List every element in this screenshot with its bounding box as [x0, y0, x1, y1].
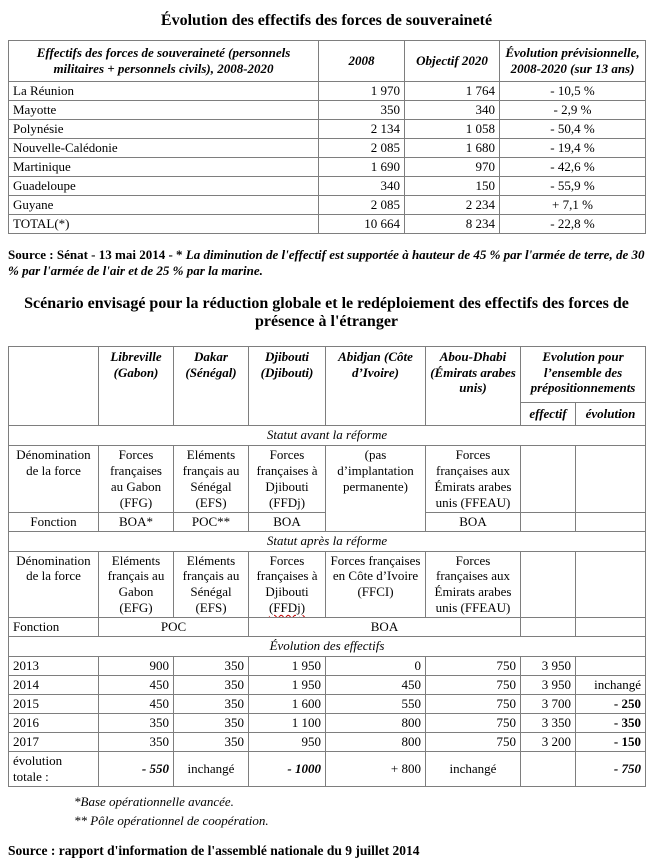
t2-avant-fonction-djibouti: BOA: [249, 512, 326, 531]
t2-val-evolution: - 150: [576, 732, 646, 751]
t2-year-row: [9, 675, 646, 694]
t2-val-gabon: 450: [99, 675, 174, 694]
t2-apres-abidjan: Forces françaises en Côte d’Ivoire (FFCI): [326, 551, 426, 617]
t1-territory: Mayotte: [9, 101, 319, 120]
t2-val-djibouti: 1 950: [249, 675, 326, 694]
t1-value-2020: 2 234: [405, 196, 500, 215]
table-row: [9, 196, 646, 215]
t1-value-2008: 340: [319, 177, 405, 196]
t2-val-evolution: - 350: [576, 713, 646, 732]
t1-header-2008: 2008: [319, 41, 405, 82]
t2-subheader-evolution: évolution: [576, 403, 646, 426]
redeployment-table: [8, 346, 646, 786]
t2-val-gabon: 350: [99, 732, 174, 751]
t1-value-2008: 2 134: [319, 120, 405, 139]
t2-val-emirats: 750: [426, 732, 521, 751]
t2-band-label: Statut après la réforme: [9, 531, 646, 551]
t1-value-2020: 1 764: [405, 82, 500, 101]
t2-val-abidjan: 800: [326, 713, 426, 732]
t2-header-row: [9, 347, 646, 403]
t1-header-effectifs: Effectifs des forces de souveraineté (personnels militaires + personnels civils), 2008-2020: [9, 41, 319, 82]
sovereignty-forces-table: [8, 40, 646, 234]
t2-val-djibouti: 950: [249, 732, 326, 751]
t1-value-2008: 10 664: [319, 215, 405, 234]
t2-apres-djibouti-acronym: (FFDj): [268, 600, 306, 616]
t2-row-label-fonction: Fonction: [9, 512, 99, 531]
t1-evolution: - 55,9 %: [500, 177, 646, 196]
t2-year: 2013: [9, 656, 99, 675]
t2-val-effectif: 3 700: [521, 694, 576, 713]
t2-val-senegal: 350: [174, 713, 249, 732]
source-assemblee: Source : rapport d'information de l'assemblé nationale du 9 juillet 2014: [8, 842, 420, 858]
t2-avant-fonction-effectif-empty: [521, 512, 576, 531]
t1-territory: Nouvelle-Calédonie: [9, 139, 319, 158]
t2-val-abidjan: 450: [326, 675, 426, 694]
t1-evolution: - 22,8 %: [500, 215, 646, 234]
t1-value-2008: 1 690: [319, 158, 405, 177]
t2-header-abidjan: Abidjan (Côte d’Ivoire): [326, 347, 426, 426]
t1-header-evolution: Évolution prévisionnelle, 2008-2020 (sur 13 ans): [500, 41, 646, 82]
t2-total-senegal: inchangé: [174, 751, 249, 786]
t2-val-gabon: 450: [99, 694, 174, 713]
t2-val-gabon: 350: [99, 713, 174, 732]
t2-val-senegal: 350: [174, 656, 249, 675]
table-row: [9, 158, 646, 177]
t2-year: 2014: [9, 675, 99, 694]
t2-val-evolution: [576, 656, 646, 675]
t2-year-row: [9, 694, 646, 713]
t2-fonction-apres-row: [9, 618, 646, 637]
t2-val-djibouti: 1 100: [249, 713, 326, 732]
footnote-boa: *Base opérationnelle avancée.: [74, 793, 234, 809]
t2-header-empty: [9, 347, 99, 426]
table-row: [9, 139, 646, 158]
t2-header-prepositionnements: Evolution pour l’ensemble des prépositionnements: [521, 347, 646, 403]
t2-denomination-apres-row: [9, 551, 646, 617]
t2-val-abidjan: 550: [326, 694, 426, 713]
t2-row-label-denomination: Dénomination de la force: [9, 551, 99, 617]
source-senat-note: La diminution de l'effectif est supportée à hauteur de 45 % par l'armée de terre, de 30 % par l'armée de l'air et de 25 % par la marine.: [8, 247, 645, 279]
t2-apres-fonction-boa: BOA: [249, 618, 521, 637]
t1-value-2008: 2 085: [319, 139, 405, 158]
t1-value-2008: 1 970: [319, 82, 405, 101]
t2-val-senegal: 350: [174, 694, 249, 713]
t2-val-senegal: 350: [174, 675, 249, 694]
t2-val-effectif: 3 950: [521, 675, 576, 694]
t2-band-label: Statut avant la réforme: [9, 426, 646, 446]
t2-row-label-denomination: Dénomination de la force: [9, 446, 99, 512]
t2-avant-fonction-senegal: POC**: [174, 512, 249, 531]
title-scenario-redeploiement: Scénario envisagé pour la réduction globale et le redéploiement des effectifs des forces de présence à l'étranger: [24, 294, 629, 330]
t2-total-row: [9, 751, 646, 786]
t2-header-libreville: Libreville (Gabon): [99, 347, 174, 426]
t1-value-2020: 8 234: [405, 215, 500, 234]
t2-val-effectif: 3 200: [521, 732, 576, 751]
t2-val-evolution: - 250: [576, 694, 646, 713]
t2-avant-evolution-empty: [576, 446, 646, 512]
table-row: [9, 82, 646, 101]
t2-apres-gabon: Eléments français au Gabon (EFG): [99, 551, 174, 617]
title-forces-souverainete: Évolution des effectifs des forces de souveraineté: [160, 12, 493, 29]
t2-apres-djibouti-name: Forces françaises à Djibouti: [256, 552, 318, 600]
t2-val-abidjan: 0: [326, 656, 426, 675]
t2-header-dakar: Dakar (Sénégal): [174, 347, 249, 426]
t2-apres-effectif-empty: [521, 551, 576, 617]
t2-avant-emirats: Forces françaises aux Émirats arabes unis (FFEAU): [426, 446, 521, 512]
t2-avant-senegal: Eléments français au Sénégal (EFS): [174, 446, 249, 512]
t2-header-djibouti: Djibouti (Djibouti): [249, 347, 326, 426]
t2-denomination-avant-row: [9, 446, 646, 512]
t1-territory-total: TOTAL(*): [9, 215, 319, 234]
t1-territory: La Réunion: [9, 82, 319, 101]
t1-territory: Guadeloupe: [9, 177, 319, 196]
t2-total-djibouti: - 1000: [249, 751, 326, 786]
t2-total-label: évolution totale :: [9, 751, 99, 786]
t2-year-row: [9, 713, 646, 732]
t2-val-emirats: 750: [426, 675, 521, 694]
t1-evolution: - 50,4 %: [500, 120, 646, 139]
t2-header-abou-dhabi: Abou-Dhabi (Émirats arabes unis): [426, 347, 521, 426]
t2-val-gabon: 900: [99, 656, 174, 675]
t2-band-statut-avant: [9, 426, 646, 446]
t2-avant-abidjan: (pas d’implantation permanente): [326, 446, 426, 531]
t1-value-2008: 350: [319, 101, 405, 120]
t2-year-row: [9, 732, 646, 751]
t2-avant-effectif-empty: [521, 446, 576, 512]
table-row-total: [9, 215, 646, 234]
t2-total-evolution: - 750: [576, 751, 646, 786]
t2-band-label: Évolution des effectifs: [9, 636, 646, 656]
t2-avant-djibouti: Forces françaises à Djibouti (FFDj): [249, 446, 326, 512]
t2-apres-fonction-poc: POC: [99, 618, 249, 637]
t1-evolution: + 7,1 %: [500, 196, 646, 215]
table-row: [9, 177, 646, 196]
t2-apres-emirats: Forces françaises aux Émirats arabes unis (FFEAU): [426, 551, 521, 617]
t1-evolution: - 2,9 %: [500, 101, 646, 120]
t2-band-statut-apres: [9, 531, 646, 551]
t2-year-row: [9, 656, 646, 675]
t2-total-emirats: inchangé: [426, 751, 521, 786]
t1-evolution: - 19,4 %: [500, 139, 646, 158]
t2-val-evolution: inchangé: [576, 675, 646, 694]
t1-territory: Polynésie: [9, 120, 319, 139]
t1-value-2020: 340: [405, 101, 500, 120]
t2-apres-senegal: Eléments français au Sénégal (EFS): [174, 551, 249, 617]
t1-evolution: - 42,6 %: [500, 158, 646, 177]
footnote-poc: ** Pôle opérationnel de coopération.: [74, 812, 269, 828]
t2-total-gabon: - 550: [99, 751, 174, 786]
t2-avant-fonction-evolution-empty: [576, 512, 646, 531]
t1-evolution: - 10,5 %: [500, 82, 646, 101]
t2-apres-evolution-empty: [576, 551, 646, 617]
t2-subheader-effectif: effectif: [521, 403, 576, 426]
t1-header-objectif-2020: Objectif 2020: [405, 41, 500, 82]
t2-val-emirats: 750: [426, 656, 521, 675]
t2-apres-fonction-effectif-empty: [521, 618, 576, 637]
t2-val-djibouti: 1 600: [249, 694, 326, 713]
t2-val-emirats: 750: [426, 713, 521, 732]
source-senat: [8, 247, 645, 280]
t2-avant-fonction-emirats: BOA: [426, 512, 521, 531]
t2-year: 2015: [9, 694, 99, 713]
t2-val-emirats: 750: [426, 694, 521, 713]
t2-avant-gabon: Forces françaises au Gabon (FFG): [99, 446, 174, 512]
source-senat-prefix: Source : Sénat - 13 mai 2014 - *: [8, 247, 186, 262]
t1-header-row: [9, 41, 646, 82]
t2-band-evolution-effectifs: [9, 636, 646, 656]
t2-val-effectif: 3 350: [521, 713, 576, 732]
t1-value-2020: 150: [405, 177, 500, 196]
t2-val-djibouti: 1 950: [249, 656, 326, 675]
t1-territory: Martinique: [9, 158, 319, 177]
t2-avant-fonction-gabon: BOA*: [99, 512, 174, 531]
t2-total-effectif-empty: [521, 751, 576, 786]
t1-value-2020: 1 058: [405, 120, 500, 139]
t2-apres-djibouti: [249, 551, 326, 617]
t2-apres-fonction-evolution-empty: [576, 618, 646, 637]
t1-territory: Guyane: [9, 196, 319, 215]
t1-value-2008: 2 085: [319, 196, 405, 215]
t2-row-label-fonction: Fonction: [9, 618, 99, 637]
t2-val-effectif: 3 950: [521, 656, 576, 675]
t2-val-senegal: 350: [174, 732, 249, 751]
t2-val-abidjan: 800: [326, 732, 426, 751]
table-row: [9, 101, 646, 120]
t1-value-2020: 1 680: [405, 139, 500, 158]
t2-year: 2017: [9, 732, 99, 751]
t2-year: 2016: [9, 713, 99, 732]
t1-value-2020: 970: [405, 158, 500, 177]
t2-total-abidjan: + 800: [326, 751, 426, 786]
table-row: [9, 120, 646, 139]
